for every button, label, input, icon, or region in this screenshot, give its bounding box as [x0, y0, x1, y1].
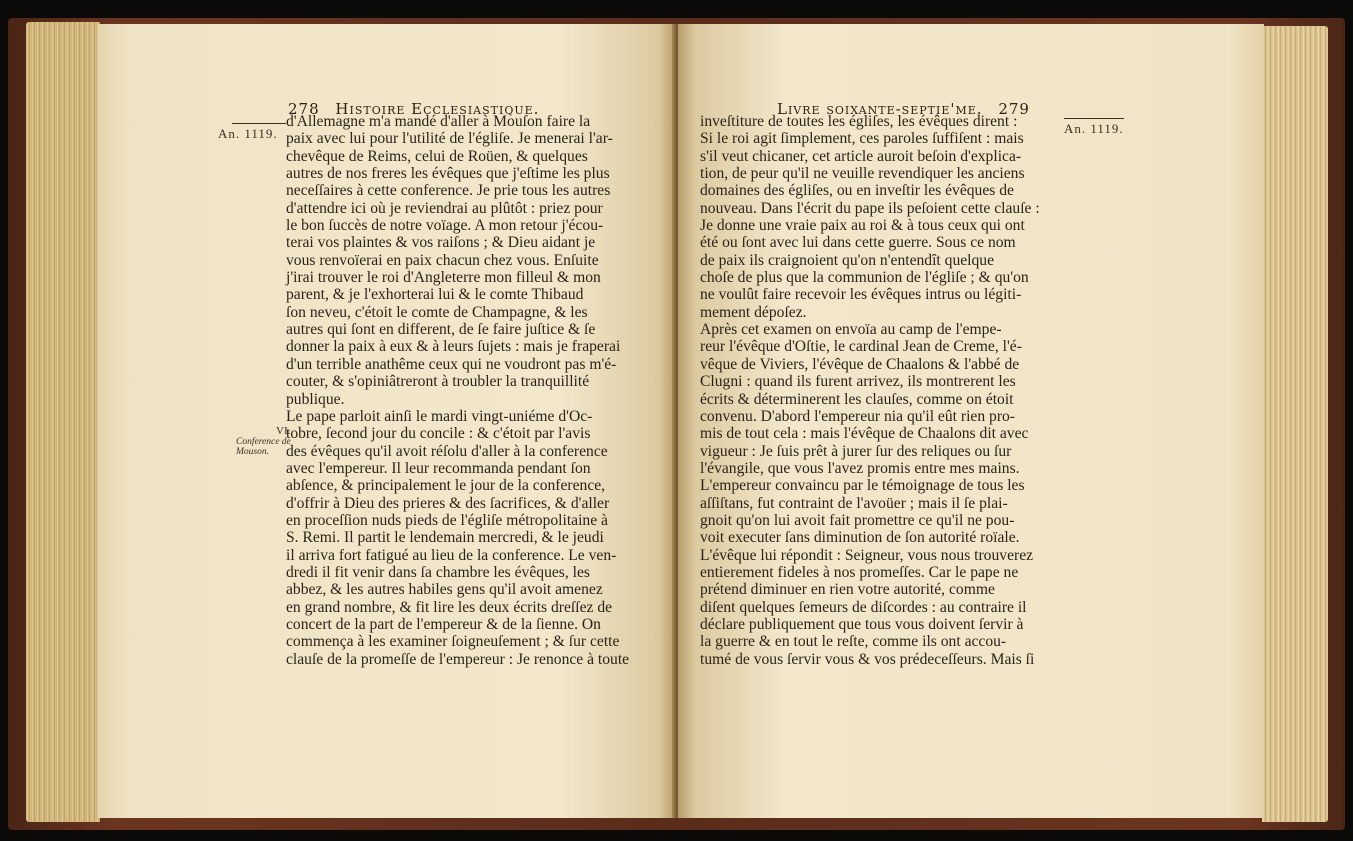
left-page: [98, 24, 676, 818]
text-line: Après cet examen on envoïa au camp de l'empe-: [700, 321, 1002, 339]
text-line: choſe de plus que la communion de l'égliſe ; & qu'on: [700, 269, 1029, 287]
page-edges-left: [26, 22, 100, 822]
text-line: paix avec lui pour l'utilité de l'égliſe. Je menerai l'ar-: [286, 130, 613, 148]
text-line: diſent quelques ſemeurs de diſcordes : au contraire il: [700, 598, 1027, 616]
text-line: tion, de peur qu'il ne veuille revendiquer les anciens: [700, 165, 1025, 183]
right-margin-rule: [1064, 118, 1124, 119]
text-line: la guerre & en tout le reſte, comme ils ont accou-: [700, 633, 1007, 651]
text-line: abſence, & principalement le jour de la conference,: [286, 477, 606, 495]
left-margin-rule: [232, 123, 286, 124]
left-margin-year: An. 1119.: [218, 126, 278, 141]
text-line: s'il veut chicaner, cet article auroit beſoin d'explica-: [700, 147, 1022, 165]
right-page-text: [700, 113, 1040, 668]
text-line: de paix ils craignoient qu'on n'entendît quelque: [700, 251, 995, 269]
text-line: en grand nombre, & fit lire les deux écrits dreſſez de: [286, 598, 613, 616]
left-page-text: [286, 113, 629, 668]
text-line: domaines des égliſes, ou en inveſtir les évêques de: [700, 182, 1014, 200]
margin-section-title: [236, 437, 291, 457]
right-margin-year: An. 1119.: [1064, 121, 1124, 136]
text-line: nouveau. Dans l'écrit du pape ils peſoient cette clauſe :: [700, 199, 1040, 217]
text-line: l'évangile, que vous l'avez promis entre mes mains.: [700, 459, 1020, 477]
text-line: d'Allemagne m'a mandé d'aller à Mouſon faire la: [286, 113, 591, 130]
text-line: des évêques qu'il avoit réſolu d'aller à la conference: [286, 442, 608, 460]
page-edges-right: [1262, 26, 1328, 822]
text-line: j'irai trouver le roi d'Angleterre mon filleul & mon: [286, 269, 601, 287]
text-line: tobre, ſecond jour du concile : & c'étoit par l'avis: [286, 425, 591, 443]
text-line: gnoit qu'on lui avoit fait promettre ce qu'il ne pou-: [700, 511, 1015, 529]
text-line: d'offrir à Dieu des prieres & des ſacrifices, & d'aller: [286, 494, 610, 512]
text-line: L'empereur convaincu par le témoignage de tous les: [700, 477, 1025, 495]
text-line: déclare publiquement que tous vous doivent ſervir à: [700, 615, 1024, 633]
text-line: chevêque de Reims, celui de Roüen, & quelques: [286, 147, 588, 165]
text-line: Clugni : quand ils furent arrivez, ils montrerent les: [700, 373, 1016, 391]
margin-section-title-line: Mouson.: [236, 447, 269, 457]
text-line: d'un terrible anathême ceux qui ne voudront pas m'é-: [286, 355, 617, 373]
text-line: mis de tout cela : mais l'évêque de Chaalons dit avec: [700, 425, 1029, 443]
text-line: reur l'évêque d'Oſtie, le cardinal Jean de Creme, l'é-: [700, 338, 1022, 356]
right-running-head-title: Livre soixante-septie'me.: [777, 100, 983, 118]
text-line: aſſiſtans, fut contraint de l'avoüer ; mais il ſe plai-: [700, 494, 1008, 512]
text-line: en proceſſion nuds pieds de l'égliſe métropolitaine à: [286, 511, 608, 529]
text-line: ne voulût faire recevoir les évêques intrus ou légiti-: [700, 286, 1022, 304]
text-line: neceſſaires à cette conference. Je prie tous les autres: [286, 182, 611, 200]
text-line: prétend diminuer en rien votre autorité, comme: [700, 581, 995, 599]
text-line: tumé de vous ſervir vous & vos prédeceſſeurs. Mais ſi: [700, 650, 1035, 668]
text-line: S. Remi. Il partit le lendemain mercredi, & le jeudi: [286, 529, 604, 547]
margin-section-number: VI.: [276, 425, 291, 437]
text-line: autres de nos freres les évêques que j'eſtime les plus: [286, 165, 610, 183]
text-line: écrits & déterminerent les clauſes, comme on étoit: [700, 390, 1014, 408]
right-page-number: 279: [998, 100, 1030, 118]
text-line: il arriva fort fatigué au lieu de la conference. Le ven-: [286, 546, 617, 564]
text-line: avec l'empereur. Il leur recommanda pendant ſon: [286, 459, 591, 477]
left-running-head-title: Histoire Ecclesiastique.: [335, 100, 540, 118]
text-line: L'évêque lui répondit : Seigneur, vous nous trouverez: [700, 546, 1034, 564]
text-line: clauſe de la promeſſe de l'empereur : Je renonce à toute: [286, 650, 630, 668]
left-page-number: 278: [288, 100, 320, 118]
text-line: terai vos plaintes & vos raiſons ; & Dieu aidant je: [286, 234, 596, 252]
text-line: voit executer ſans diminution de ſon autorité roïale.: [700, 529, 1020, 547]
text-line: donner la paix à eux & à leurs ſujets : mais je fraperai: [286, 338, 621, 356]
text-line: entierement fideles à nos promeſſes. Car le pape ne: [700, 563, 1019, 581]
text-line: vigueur : Je ſuis prêt à jurer ſur des reliques ou ſur: [700, 442, 1012, 460]
text-line: couter, & s'opiniâtreront à troubler la tranquillité: [286, 373, 590, 391]
text-line: Le pape parloit ainſi le mardi vingt-uniéme d'Oc-: [286, 407, 593, 425]
text-line: inveſtiture de toutes les égliſes, les évêques dirent :: [700, 113, 1018, 130]
text-line: Si le roi agit ſimplement, ces paroles ſuffiſent : mais: [700, 130, 1024, 148]
text-line: concert de la part de l'empereur & de la ſienne. On: [286, 615, 601, 633]
text-line: parent, & je l'exhorterai lui & le comte Thibaud: [286, 286, 584, 304]
text-line: le bon ſuccès de notre voïage. A mon retour j'écou-: [286, 217, 604, 235]
text-line: autres qui ſont en different, de ſe faire juſtice & ſe: [286, 321, 596, 339]
text-line: Je donne une vraie paix au roi & à tous ceux qui ont: [700, 217, 1025, 235]
right-page: [678, 24, 1264, 818]
text-line: mement dépoſez.: [700, 303, 807, 321]
text-line: vous renvoïerai en paix chacun chez vous. Enſuite: [286, 251, 599, 269]
text-line: ſon neveu, c'étoit le comte de Champagne, & les: [286, 303, 588, 321]
text-line: vêque de Viviers, l'évêque de Chaalons & l'abbé de: [700, 355, 1020, 373]
text-line: dredi il fit venir dans ſa chambre les évêques, les: [286, 563, 590, 581]
text-line: été ou ſont avec lui dans cette guerre. Sous ce nom: [700, 234, 1016, 252]
text-line: abbez, & les autres habiles gens qu'il avoit amenez: [286, 581, 603, 599]
text-line: publique.: [286, 390, 345, 408]
text-line: convenu. D'abord l'empereur nia qu'il eût rien pro-: [700, 407, 1015, 425]
text-line: commença à les examiner ſoigneuſement ; & ſur cette: [286, 633, 620, 651]
margin-section-title-line: Conference de: [236, 437, 291, 447]
text-line: d'attendre ici où je reviendrai au plûtôt : priez pour: [286, 199, 603, 217]
